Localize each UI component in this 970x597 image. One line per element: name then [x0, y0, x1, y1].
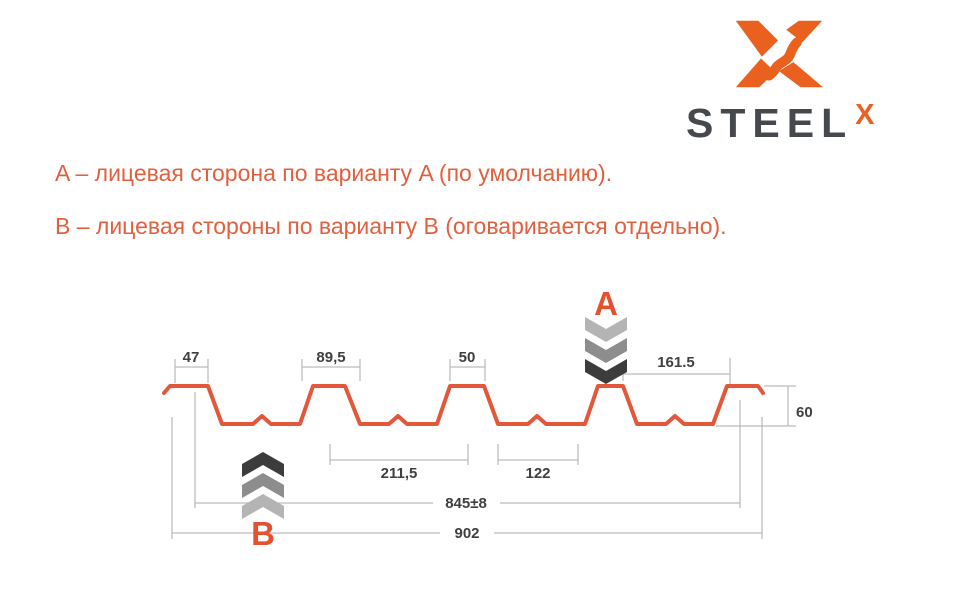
- legend-line-a: A – лицевая сторона по варианту A (по умолчанию).: [55, 160, 613, 186]
- dim-pitch-top: [302, 349, 360, 381]
- dim-top-flat-3: [450, 349, 485, 381]
- dim-902-label: 902: [454, 525, 480, 542]
- dim-845-label: 845±8: [445, 495, 487, 512]
- side-b-label: B: [251, 515, 275, 552]
- dim-161-label: 161.5: [657, 354, 695, 371]
- side-b-marker: [242, 452, 284, 552]
- logo-brand-text: STEEL: [686, 100, 854, 146]
- dim-top-flat-1: [175, 349, 208, 383]
- legend-line-b: B – лицевая стороны по варианту B (оговаривается отдельно).: [55, 213, 727, 239]
- dim-122-label: 122: [525, 465, 551, 482]
- side-a-label: A: [594, 285, 618, 322]
- dim-50-label: 50: [458, 349, 476, 366]
- dim-47-label: 47: [182, 349, 200, 366]
- logo-brand-sup-x: X: [855, 99, 875, 131]
- dim-60-label: 60: [796, 404, 813, 421]
- dim-right-span: [623, 354, 730, 384]
- profile-outline: [164, 386, 763, 424]
- dim-89-label: 89,5: [316, 349, 346, 366]
- side-a-marker: [585, 285, 627, 384]
- dim-bottom-span-2: [498, 444, 578, 482]
- dim-211-label: 211,5: [380, 465, 418, 482]
- dim-bottom-span-1: [330, 444, 468, 482]
